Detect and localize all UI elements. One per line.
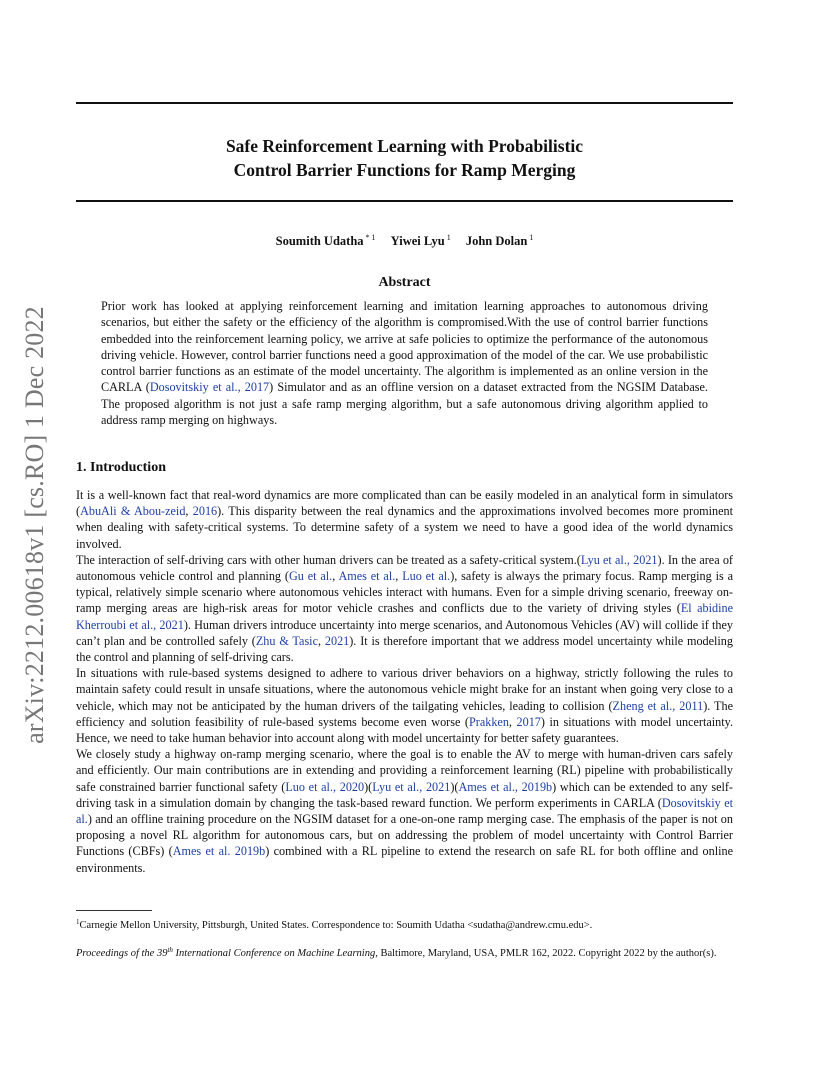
author-affiliation-mark: * 1	[365, 233, 376, 242]
citation-link[interactable]: 2017	[516, 714, 541, 729]
citation-link[interactable]: Luo et al., 2020	[285, 779, 365, 794]
arxiv-stamp	[8, 290, 62, 760]
citation-link[interactable]: Lyu et al., 2021	[372, 779, 451, 794]
abstract-heading: Abstract	[378, 275, 431, 290]
text-run: ,	[508, 714, 517, 729]
proceedings-ordinal: th	[167, 946, 173, 954]
citation-link[interactable]: Luo et al.	[402, 569, 451, 584]
intro-paragraph-1	[76, 487, 733, 552]
text-run: It is a well-known fact that real-word dynamics are more complicated than can be easily modeled in an analytical form in simulators (	[76, 488, 733, 519]
author-list	[76, 229, 733, 250]
proceedings-notice	[76, 943, 733, 961]
text-run: )(	[450, 779, 459, 794]
author-affiliation-mark: 1	[529, 233, 534, 242]
citation-link[interactable]: Dosovitskiy et al.	[76, 795, 733, 827]
intro-paragraph-2	[76, 552, 733, 665]
author-name: John Dolan	[465, 234, 528, 248]
citation-link[interactable]: 2016	[192, 504, 218, 519]
title-bottom-rule	[76, 200, 733, 202]
text-run: ) in situations with model uncertainty. Hence, we need to take human behavior into account along with model uncertainty for better safety guarantees.	[76, 714, 733, 746]
text-run: ) which can be extended to any self-driving task in a simulation domain by changing the task-based reward function. We perform experiments in CARLA (	[76, 779, 733, 810]
title-top-rule	[76, 102, 733, 104]
text-run: The interaction of self-driving cars with other human drivers can be treated as a safety-critical system.(	[76, 552, 581, 567]
author-3	[466, 234, 533, 248]
footnote-text: Carnegie Mellon University, Pittsburgh, United States. Correspondence to: Soumith Udatha <sudatha@andrew.cmu.edu>.	[79, 920, 593, 931]
citation-link[interactable]: Zheng et al., 2011	[612, 698, 704, 713]
paper-title	[76, 134, 733, 182]
citation-link[interactable]: AbuAli & Abou-zeid	[80, 504, 186, 519]
text-run: ,	[317, 633, 325, 648]
text-run: ). It is therefore important that we address model uncertainty while modeling the control and planning of self-driving cars.	[76, 633, 733, 665]
footnote-mark: 1	[76, 918, 80, 926]
abstract-text	[101, 298, 708, 428]
text-run: ,	[332, 569, 339, 584]
citation-link[interactable]: Lyu et al., 2021	[580, 552, 658, 567]
citation-link[interactable]: Ames et al. 2019b	[172, 844, 266, 859]
citation-link[interactable]: Prakken	[468, 714, 509, 729]
author-1	[276, 234, 376, 248]
citation-link[interactable]: Zhu & Tasic	[255, 633, 318, 648]
author-2	[391, 234, 451, 248]
title-line-2: Control Barrier Functions for Ramp Merging	[233, 160, 576, 180]
text-run: ,	[185, 504, 193, 519]
section-heading-introduction: 1. Introduction	[76, 460, 166, 475]
footnote	[76, 915, 733, 933]
text-run: ). In the area of autonomous vehicle control and planning (	[76, 552, 733, 584]
citation-link[interactable]: Gu et al.	[288, 569, 333, 584]
text-run: Prior work has looked at applying reinforcement learning and imitation learning approaches to autonomous driving scenarios, but either the safety or the efficiency of the algorithm is compromised.With the use of control barrier functions embedded into the reinforcement learning policy, we arrive at safe policies to optimize the performance of the autonomous driving vehicle. However, control barrier functions need a good approximation of the model of the car. We use probabilistic control barrier functions as an estimate of the model uncertainty. The algorithm is implemented as an online version in the CARLA (	[101, 299, 708, 395]
conference-name: International Conference on Machine Learning	[172, 948, 376, 959]
citation-link[interactable]: Ames et al., 2019b	[458, 779, 553, 794]
citation-link[interactable]: 2021	[324, 633, 350, 648]
text-run: ), safety is always the primary focus. Ramp merging is a typical, relatively simple scenario where autonomous vehicles interact with humans. Even for a simple driving scenario, freeway on-ramp merging areas are high-risk areas for motor vehicle crashes and conflicts due to the variety of driving styles (	[76, 569, 734, 616]
text-run: ). Human drivers introduce uncertainty into merge scenarios, and Autonomous Vehicles (AV) will collide if they can’t plan and be controlled safely (	[76, 617, 733, 648]
author-affiliation-mark: 1	[446, 233, 451, 242]
proceedings-rest: , Baltimore, Maryland, USA, PMLR 162, 2022. Copyright 2022 by the author(s).	[375, 948, 717, 959]
text-run: )(	[364, 779, 373, 794]
proceedings-prefix: Proceedings of the 39	[76, 948, 168, 959]
arxiv-stamp-text: arXiv:2212.00618v1 [cs.RO] 1 Dec 2022	[20, 306, 49, 744]
text-run: ) and an offline training procedure on the NGSIM dataset for a one-on-one ramp merging case. The emphasis of the paper is not on proposing a novel RL algorithm for autonomous cars, but on addressing the problem of model uncertainty with Control Barrier Functions (CBFs) (	[76, 812, 733, 859]
author-name: Soumith Udatha	[275, 234, 364, 248]
text-run: ,	[395, 569, 403, 584]
text-run: In situations with rule-based systems designed to adhere to various driver behaviors on a highway, strictly following the rules to maintain safety could result in unsafe situations, where the autonomous vehicle might brake for an instant when going very close to a vehicle, which may not be anticipated by the human drivers of the tailgating vehicles, leading to collision (	[76, 666, 733, 713]
intro-paragraph-3	[76, 665, 733, 746]
author-name: Yiwei Lyu	[390, 234, 445, 248]
text-run: ). The efficiency and solution feasibility of rule-based systems become even worse (	[76, 698, 733, 729]
introduction-body	[76, 487, 733, 876]
text-run: We closely study a highway on-ramp merging scenario, where the goal is to enable the AV to merge with human-driven cars safely and efficiently. Our main contributions are in extending and providing a reinforcement learning (RL) pipeline with probabilistically safe constrained barrier functional safety (	[76, 747, 733, 794]
citation-link[interactable]: Ames et al.	[338, 569, 396, 584]
intro-paragraph-4	[76, 746, 733, 876]
title-line-1: Safe Reinforcement Learning with Probabilistic	[225, 136, 584, 156]
text-run: ) Simulator and as an offline version on a dataset extracted from the NGSIM Database. The proposed algorithm is not just a safe ramp merging algorithm, but a safe autonomous driving algorithm applied to address ramp merging on highways.	[101, 380, 708, 428]
citation-link[interactable]: El abidine Kherroubi et al., 2021	[76, 601, 733, 632]
footnote-rule	[76, 910, 152, 911]
citation-link[interactable]: Dosovitskiy et al., 2017	[149, 380, 270, 395]
text-run: ). This disparity between the real dynamics and the approximations involved becomes more prominent when dealing with safety-critical systems. To determine safety of a system we need to have a good idea of the world dynamics involved.	[76, 504, 734, 551]
text-run: ) combined with a RL pipeline to extend the research on safe RL for both offline and online environments.	[76, 844, 733, 875]
